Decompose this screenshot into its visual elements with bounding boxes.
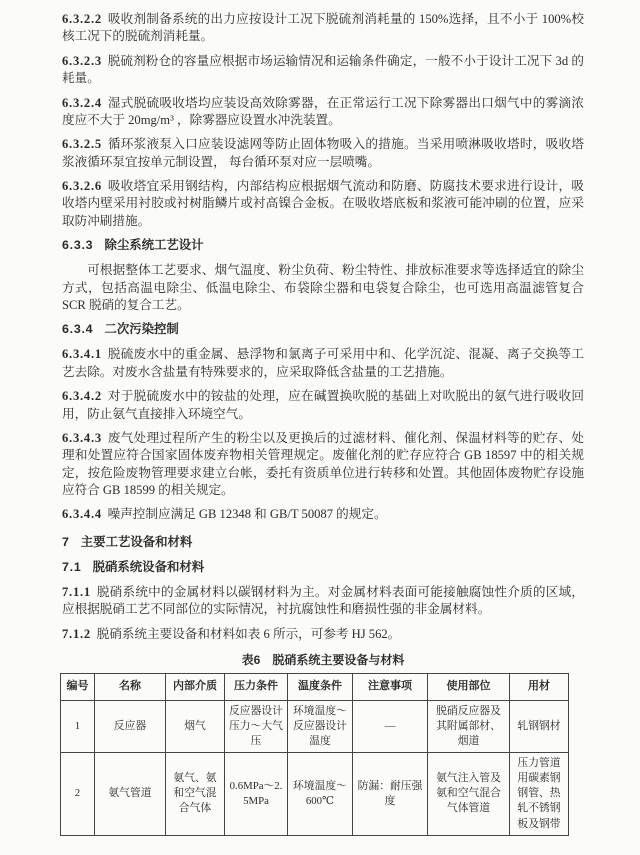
table-header-cell: 内部介质: [166, 673, 225, 700]
table-cell: 轧钢钢材: [510, 700, 569, 752]
clause-text: 脱硝系统主要设备和材料如表 6 所示，可参考 HJ 562。: [96, 626, 401, 641]
clause-number: 6.3.4.3: [62, 430, 102, 445]
section-heading: [62, 321, 584, 338]
clause-text: 噪声控制应满足 GB 12348 和 GB/T 50087 的规定。: [107, 507, 387, 522]
table-cell: 脱硝反应器及其附属部材、烟道: [428, 700, 510, 752]
clause-number: 6.3.2.5: [62, 137, 102, 152]
table-cell: 反应器: [95, 700, 166, 752]
clause-text: 吸收剂制备系统的出力应按设计工况下脱硫剂消耗量的 150%选择，且不小于 100%校核工况下的脱硫剂消耗量。: [62, 12, 584, 44]
section-number: 6.3.3: [62, 238, 94, 253]
section-title: 脱硝系统设备和材料: [92, 559, 205, 574]
clause-text: 脱硝系统中的金属材料以碳钢材料为主。对金属材料表面可能接触腐蚀性介质的区域，应根据脱硝工艺不同部位的实际情况，衬抗腐蚀性和磨损性强的非金属材料。: [62, 585, 584, 617]
table-header-row: [61, 673, 569, 700]
clause-para: [62, 506, 584, 523]
table-cell: —: [353, 700, 428, 752]
clause-number: 6.3.2.2: [62, 12, 102, 26]
clause-para: [62, 584, 584, 619]
clause-text: 对于脱硫废水中的铵盐的处理，应在碱置换吹脱的基础上对吹脱出的氨气进行吸收回用，防止氨气直接排入环境空气。: [62, 389, 584, 421]
table-cell: 氨气注入管及氨和空气混合气体管道: [428, 753, 510, 836]
section-number: 6.3.4: [62, 322, 94, 337]
body-para: [62, 262, 584, 314]
table-cell: 压力管道用碳素钢钢管、热轧不锈钢板及钢带: [510, 753, 569, 836]
table-header-cell: 名称: [95, 673, 166, 700]
clause-number: 6.3.4.2: [62, 389, 102, 404]
table-cell: 反应器设计压力～大气压: [225, 700, 288, 752]
clause-para: [62, 53, 584, 88]
equipment-table: [60, 673, 569, 836]
table-row: [61, 753, 569, 836]
clause-text: 脱硫废水中的重金属、悬浮物和氯离子可采用中和、化学沉淀、混凝、离子交换等工艺去除。对废水含盐量有特殊要求的，应采取降低含盐量的工艺措施。: [62, 347, 584, 379]
table-header-cell: 注意事项: [353, 673, 428, 700]
table-caption: 表6 脱硝系统主要设备与材料: [241, 653, 405, 668]
clause-number: 6.3.2.4: [62, 95, 102, 110]
table-cell: 0.6MPa～2.5MPa: [225, 753, 288, 836]
table-cell: 氨气管道: [95, 753, 166, 836]
chapter-heading: [62, 534, 584, 551]
table-cell: 1: [61, 700, 95, 752]
clause-text: 废气处理过程所产生的粉尘以及更换后的过滤材料、催化剂、保温材料等的贮存、处理和处置应符合国家固体废弃物相关管理规定。废催化剂的贮存应符合 GB 18597 中的相关规定，按危险废物管理要求建立台帐，委托有资质单位进行转移和处置。其他固体废物贮存设施应符合 GB 18599 的相关规定。: [62, 430, 584, 498]
table-header-cell: 压力条件: [225, 673, 288, 700]
clause-text: 循环浆液泵入口应装设滤网等防止固体物吸入的措施。当采用喷淋吸收塔时，吸收塔浆液循环泵宜按单元制设置， 每台循环泵对应一层喷嘴。: [62, 137, 584, 169]
clause-para: [62, 95, 584, 130]
section-number: 7.1: [62, 559, 82, 574]
clause-text: 脱硫剂粉仓的容量应根据市场运输情况和运输条件确定，一般不小于设计工况下 3d 的耗量。: [62, 53, 584, 86]
clause-text: 湿式脱硫吸收塔均应装设高效除雾器，在正常运行工况下除雾器出口烟气中的雾滴浓度应不大于 20mg/m³ ，除雾器应设置水冲洗装置。: [62, 95, 584, 127]
clause-number: 6.3.2.3: [62, 53, 102, 68]
clause-para: [62, 626, 584, 643]
clause-para: [62, 346, 584, 381]
clause-para: [62, 430, 584, 500]
table-cell: 环境温度～反应器设计温度: [288, 700, 353, 752]
clause-number: 7.1.2: [62, 626, 91, 641]
clause-number: 6.3.2.6: [62, 179, 102, 193]
clause-text: 可根据整体工艺要求、烟气温度、粉尘负荷、粉尘特性、排放标准要求等选择适宜的除尘方式，包括高温电除尘、低温电除尘、布袋除尘器和电袋复合除尘，也可选用高温滤管复合 SCR 脱硝的复合工艺。: [62, 263, 584, 312]
clause-para: [62, 178, 584, 230]
section-heading: [62, 237, 584, 254]
table-header-cell: 用材: [510, 673, 569, 700]
table-cell: 防漏：耐压强度: [353, 753, 428, 836]
table-cell: 烟气: [166, 700, 225, 752]
table-cell: 环境温度～600℃: [288, 753, 353, 836]
table-cell: 2: [61, 753, 95, 836]
section-title: 二次污染控制: [104, 322, 179, 337]
section-heading: [62, 559, 584, 576]
section-title: 除尘系统工艺设计: [104, 238, 204, 253]
clause-para: [62, 388, 584, 423]
table-header-cell: 温度条件: [288, 673, 353, 700]
clause-number: 6.3.4.1: [62, 347, 102, 362]
clause-number: 7.1.1: [62, 585, 91, 600]
clause-para: [62, 11, 584, 46]
chapter-title: 主要工艺设备和材料: [80, 534, 193, 549]
clause-text: 吸收塔宜采用钢结构，内部结构应根据烟气流动和防磨、防腐技术要求进行设计，吸收塔内壁采用衬胶或衬树脂鳞片或衬高镍合金板。在吸收塔底板和浆液可能冲刷的位置，应采取防冲刷措施。: [62, 179, 584, 228]
table-row: [61, 700, 569, 752]
table-header-cell: 使用部位: [428, 673, 510, 700]
table-cell: 氨气、氨和空气混合气体: [166, 753, 225, 836]
clause-number: 6.3.4.4: [62, 507, 102, 522]
clause-para: [62, 136, 584, 171]
table-header-cell: 编号: [61, 673, 95, 700]
chapter-number: 7: [62, 534, 70, 549]
